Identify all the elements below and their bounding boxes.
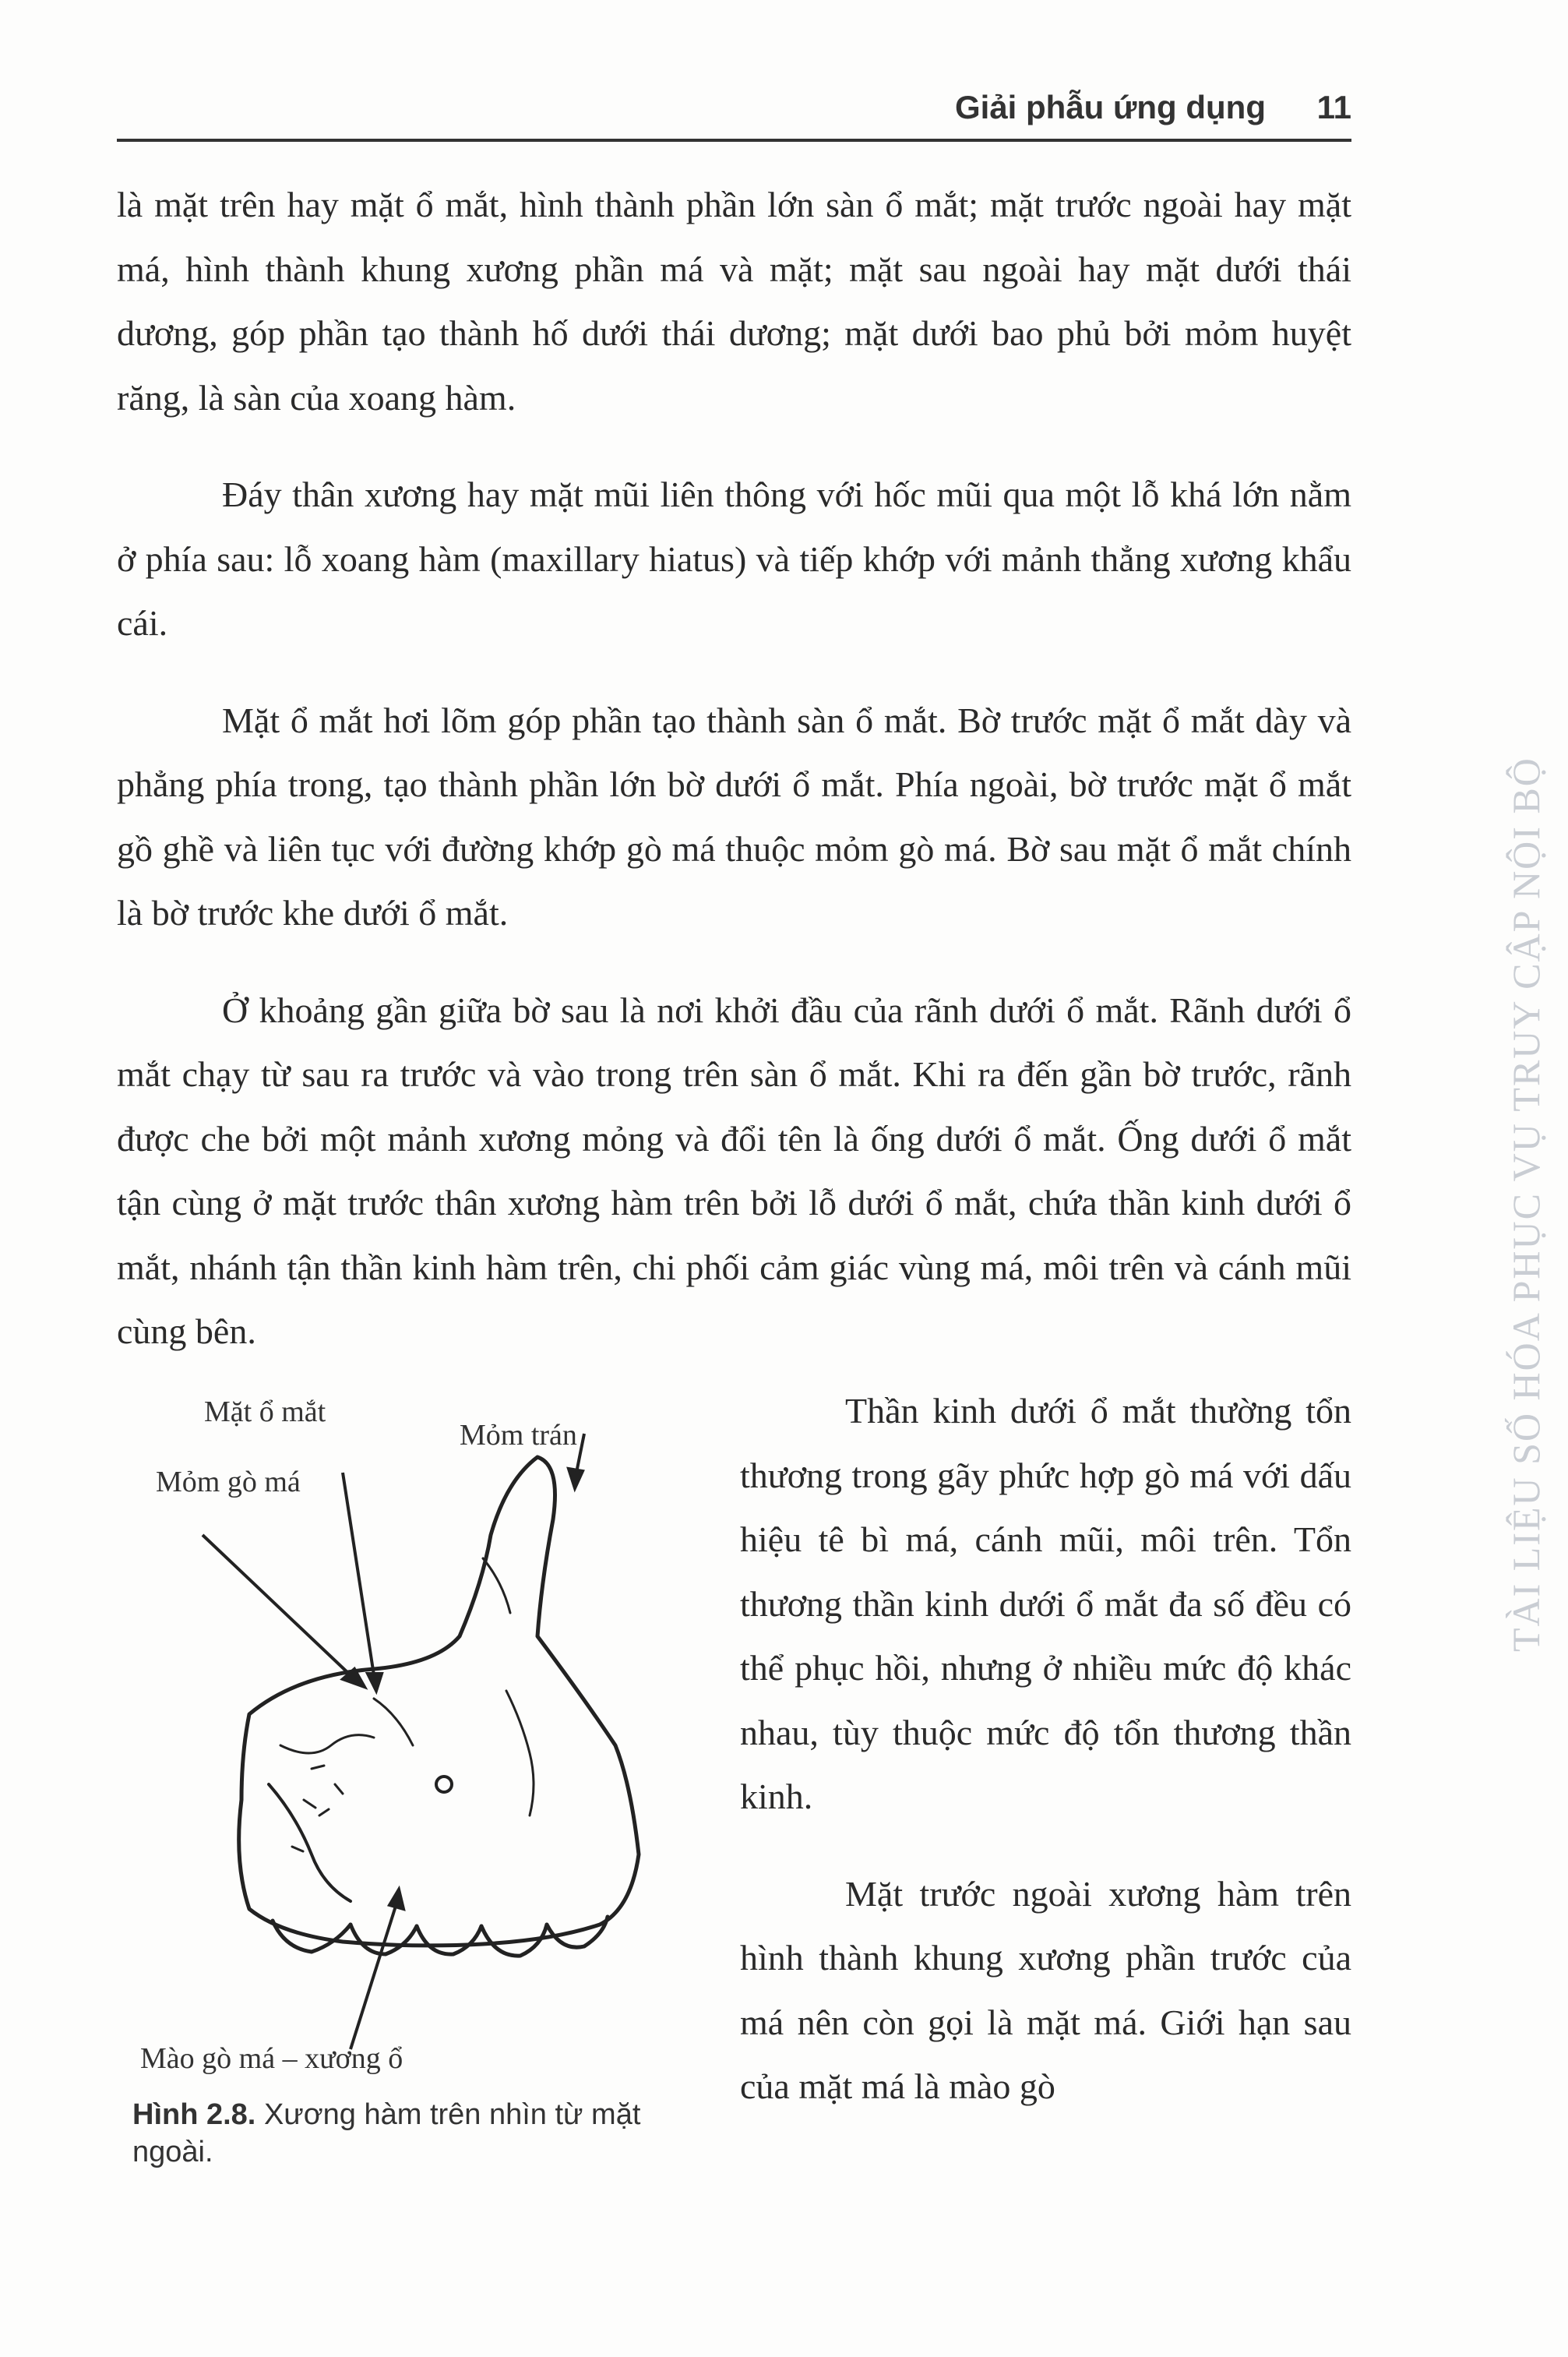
paragraph-4: Ở khoảng gần giữa bờ sau là nơi khởi đầu của rãnh dưới ổ mắt. Rãnh dưới ổ mắt chạy từ sau ra trước và vào trong trên sàn ổ mắt. Khi ra đến gần bờ trước, rãnh được che bởi một mảnh xương mỏng và đổi tên là ống dưới ổ mắt. Ống dưới ổ mắt tận cùng ở mặt trước thân xương hàm trên bởi lỗ dưới ổ mắt, chứa thần kinh dưới ổ mắt, nhánh tận thần kinh hàm trên, chi phối cảm giác vùng má, môi trên và cánh mũi cùng bên. [117, 990, 1351, 1351]
watermark: TÀI LIỆU SỐ HÓA PHỤC VỤ TRUY CẬP NỘI BỘ [1504, 757, 1548, 1652]
label-crest: Mào gò má – xương ổ [140, 2042, 403, 2075]
caption-label: Hình 2.8. [132, 2098, 256, 2131]
side-paragraph-1: Thần kinh dưới ổ mắt thường tổn thương trong gãy phức hợp gò má với dấu hiệu tê bì má, cánh mũi, môi trên. Tổn thương thần kinh dưới ổ mắt đa số đều có thể phục hồi, nhưng ở nhiều mức độ khác nhau, tùy thuộc mức độ tổn thương thần kinh. [740, 1391, 1351, 1816]
paragraph-1: là mặt trên hay mặt ổ mắt, hình thành phần lớn sàn ổ mắt; mặt trước ngoài hay mặt má, hình thành khung xương phần má và mặt; mặt sau ngoài hay mặt dưới thái dương, góp phần tạo thành hố dưới thái dương; mặt dưới bao phủ bởi mỏm huyệt răng, là sàn của xoang hàm. [117, 185, 1351, 418]
figure-and-text-region [117, 1379, 1351, 2236]
paragraph-3: Mặt ổ mắt hơi lõm góp phần tạo thành sàn ổ mắt. Bờ trước mặt ổ mắt dày và phẳng phía trong, tạo thành phần lớn bờ dưới ổ mắt. Phía ngoài, bờ trước mặt ổ mắt gồ ghề và liên tục với đường khớp gò má thuộc mỏm gò má. Bờ sau mặt ổ mắt chính là bờ trước khe dưới ổ mắt. [117, 700, 1351, 933]
label-frontal-process: Mỏm trán [460, 1419, 577, 1452]
paragraph-2: Đáy thân xương hay mặt mũi liên thông với hốc mũi qua một lỗ khá lớn nằm ở phía sau: lỗ xoang hàm (maxillary hiatus) và tiếp khớp với mảnh thẳng xương khẩu cái. [117, 475, 1351, 643]
running-header [117, 84, 1351, 142]
figure-caption [132, 2096, 709, 2171]
figure-maxilla [117, 1379, 724, 2221]
label-zygomatic-process: Mỏm gò má [156, 1466, 301, 1498]
side-paragraph-2: Mặt trước ngoài xương hàm trên hình thành khung xương phần trước của má nên còn gọi là mặt má. Giới hạn sau của mặt má là mào gò [740, 1873, 1351, 2106]
page-number: 11 [1316, 89, 1351, 125]
caption-text: Xương hàm trên nhìn từ mặt ngoài. [132, 2098, 641, 2168]
side-text-column [740, 1379, 1351, 2152]
header-title: Giải phẫu ứng dụng [954, 89, 1266, 125]
body-text [117, 173, 1351, 1397]
label-orbital-surface: Mặt ổ mắt [204, 1395, 326, 1428]
